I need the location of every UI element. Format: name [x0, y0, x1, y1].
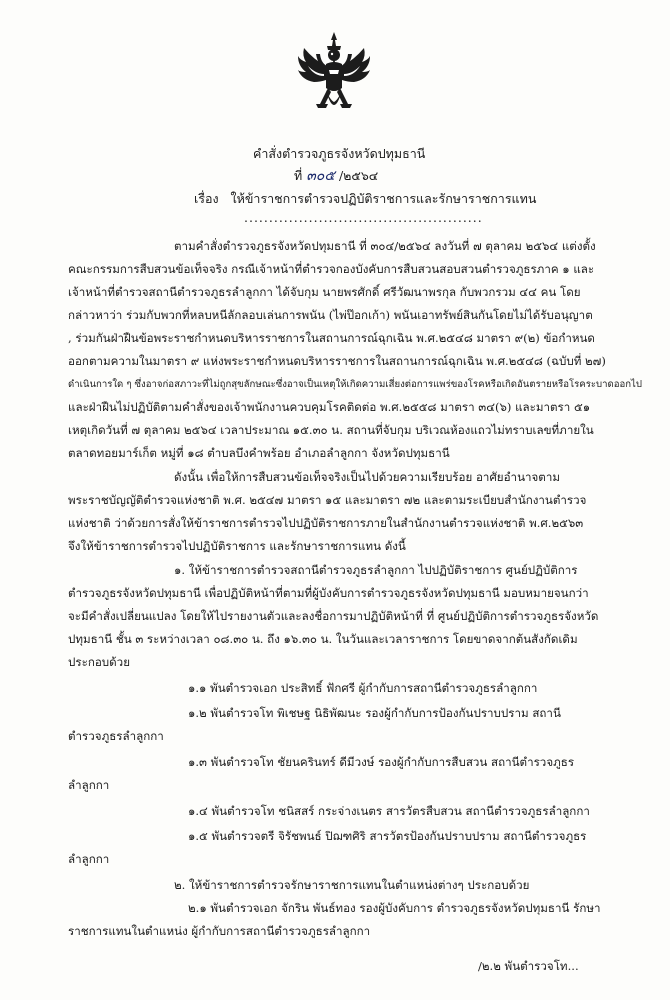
subject-label: เรื่อง	[194, 191, 219, 206]
body-line: ประกอบด้วย	[68, 655, 130, 669]
body-line: ออกตามความในมาตรา ๙ แห่งพระราชกำหนดบริหารราชการในสถานการณ์ฉุกเฉิน พ.ศ.๒๕๔๘ (ฉบับที่ ๒๗)	[68, 354, 606, 368]
list-item: ๑.๑ พันตำรวจเอก ประสิทธิ์ ฟักศรี ผู้กำกับการสถานีตำรวจภูธรลำลูกกา	[188, 681, 538, 695]
body-line: กล่าวหาว่า ร่วมกับพวกที่หลบหนีลักลอบเล่นการพนัน (ไพ่ป๊อกเก้า) พนันเอาทรัพย์สินกันโดยไม่ได้รับอนุญาต	[68, 308, 593, 322]
garuda-emblem-icon	[296, 30, 372, 122]
body-line: ปทุมธานี ชั้น ๓ ระหว่างเวลา ๐๘.๓๐ น. ถึง ๑๖.๓๐ น. ในวันและเวลาราชการ โดยขาดจากต้นสังกัดเดิม	[68, 632, 578, 646]
body-line: เจ้าหน้าที่ตำรวจสถานีตำรวจภูธรลำลูกกา ได้จับกุม นายพรศักดิ์ ศรีวัฒนาพรกุล กับพวกรวม ๔๔ คน โดย	[68, 285, 581, 299]
body-line: ๒. ให้ข้าราชการตำรวจรักษาราชการแทนในตำแหน่งต่างๆ ประกอบด้วย	[174, 878, 530, 892]
list-item: ๑.๔ พันตำรวจโท ชนิสสร์ กระจ่างเนตร สารวัตรสืบสวน สถานีตำรวจภูธรลำลูกกา	[188, 804, 590, 818]
body-line: คณะกรรมการสืบสวนข้อเท็จจริง กรณีเจ้าหน้าที่ตำรวจกองบังคับการสืบสวนสอบสวนตำรวจภูธรภาค ๑ และ	[68, 262, 595, 276]
list-item-continuation: ลำลูกกา	[68, 852, 110, 866]
body-line: ตำรวจภูธรจังหวัดปทุมธานี เพื่อปฏิบัติหน้าที่ตามที่ผู้บังคับการตำรวจภูธรจังหวัดปทุมธานี มอบหมายจนกว่า	[68, 586, 589, 600]
list-item-continuation: ตำรวจภูธรลำลูกกา	[68, 729, 164, 743]
body-line: จึงให้ข้าราชการตำรวจไปปฏิบัติราชการ และรักษาราชการแทน ดังนี้	[68, 539, 406, 553]
body-line: และฝ่าฝืนไม่ปฏิบัติตามคำสั่งของเจ้าพนักงานควบคุมโรคติดต่อ พ.ศ.๒๕๕๘ มาตรา ๓๔(๖) และมาตรา ๕๑	[68, 400, 591, 414]
order-number-suffix: /๒๕๖๔	[338, 168, 379, 183]
list-item: ๑.๓ พันตำรวจโท ชัยนครินทร์ ดีมีวงษ์ รองผู้กำกับการสืบสวน สถานีตำรวจภูธร	[188, 755, 575, 769]
body-line: แห่งชาติ ว่าด้วยการสั่งให้ข้าราชการตำรวจไปปฏิบัติราชการภายในสำนักงานตำรวจแห่งชาติ พ.ศ.๒๕๖๓	[68, 516, 584, 530]
body-line: ตลาดทอยมาร์เก็ต หมู่ที่ ๑๘ ตำบลบึงคำพร้อย อำเภอลำลูกกา จังหวัดปทุมธานี	[68, 446, 450, 460]
order-number-handwritten: ๓๐๕	[306, 168, 335, 184]
header-divider-dots: ................................................	[244, 210, 483, 225]
body-line: ตามคำสั่งตำรวจภูธรจังหวัดปทุมธานี ที่ ๓๐๔/๒๕๖๔ ลงวันที่ ๗ ตุลาคม ๒๕๖๔ แต่งตั้ง	[174, 239, 596, 253]
order-number-prefix: ที่	[294, 168, 303, 183]
body-line: ดังนั้น เพื่อให้การสืบสวนข้อเท็จจริงเป็นไปด้วยความเรียบร้อย อาศัยอำนาจตาม	[174, 470, 560, 484]
list-item: ๒.๑ พันตำรวจเอก จักริน พันธ์ทอง รองผู้บังคับการ ตำรวจภูธรจังหวัดปทุมธานี รักษา	[188, 901, 601, 915]
list-item-continuation: ลำลูกกา	[68, 778, 110, 792]
body-line: ๑. ให้ข้าราชการตำรวจสถานีตำรวจภูธรลำลูกกา ไปปฏิบัติราชการ ศูนย์ปฏิบัติการ	[174, 563, 578, 577]
order-subject	[194, 191, 536, 207]
body-line: เหตุเกิดวันที่ ๗ ตุลาคม ๒๕๖๔ เวลาประมาณ ๑๕.๓๐ น. สถานที่จับกุม บริเวณห้องแถวไม่ทราบเลขที่ภายใน	[68, 423, 594, 437]
body-line: จะมีคำสั่งเปลี่ยนแปลง โดยให้ไปรายงานตัวและลงชื่อการมาปฏิบัติหน้าที่ ที่ ศูนย์ปฏิบัติการตำรวจภูธรจังหวัด	[68, 609, 599, 623]
body-line: พระราชบัญญัติตำรวจแห่งชาติ พ.ศ. ๒๕๔๗ มาตรา ๑๕ และมาตรา ๗๒ และตามระเบียบสำนักงานตำรวจ	[68, 493, 587, 507]
body-line: , ร่วมกันฝ่าฝืนข้อพระราชกำหนดบริหารราชการในสถานการณ์ฉุกเฉิน พ.ศ.๒๕๔๘ มาตรา ๙(๒) ข้อกำหนด	[68, 331, 595, 345]
order-number	[294, 168, 378, 184]
continuation-note: /๒.๒ พันตำรวจโท...	[478, 959, 579, 973]
list-item: ๑.๕ พันตำรวจตรี จิรัชพนธ์ ปิฌฑศิริ สารวัตรป้องกันปราบปราม สถานีตำรวจภูธร	[188, 829, 587, 843]
body-line: ดำเนินการใด ๆ ซึ่งอาจก่อสภาวะที่ไม่ถูกสุขลักษณะซึ่งอาจเป็นเหตุให้เกิดความเสี่ยงต่อการแพร่ของโรคหรือเกิดอันตรายหรือโรคระบาดออกไป	[68, 379, 642, 390]
list-item: ๑.๒ พันตำรวจโท พิเชษฐ นิธิพัฒนะ รองผู้กำกับการป้องกันปราบปราม สถานี	[188, 706, 561, 720]
list-item-continuation: ราชการแทนในตำแหน่ง ผู้กำกับการสถานีตำรวจภูธรลำลูกกา	[68, 924, 371, 938]
subject-text: ให้ข้าราชการตำรวจปฏิบัติราชการและรักษาราชการแทน	[230, 191, 537, 206]
order-title: คำสั่งตำรวจภูธรจังหวัดปทุมธานี	[253, 146, 426, 161]
